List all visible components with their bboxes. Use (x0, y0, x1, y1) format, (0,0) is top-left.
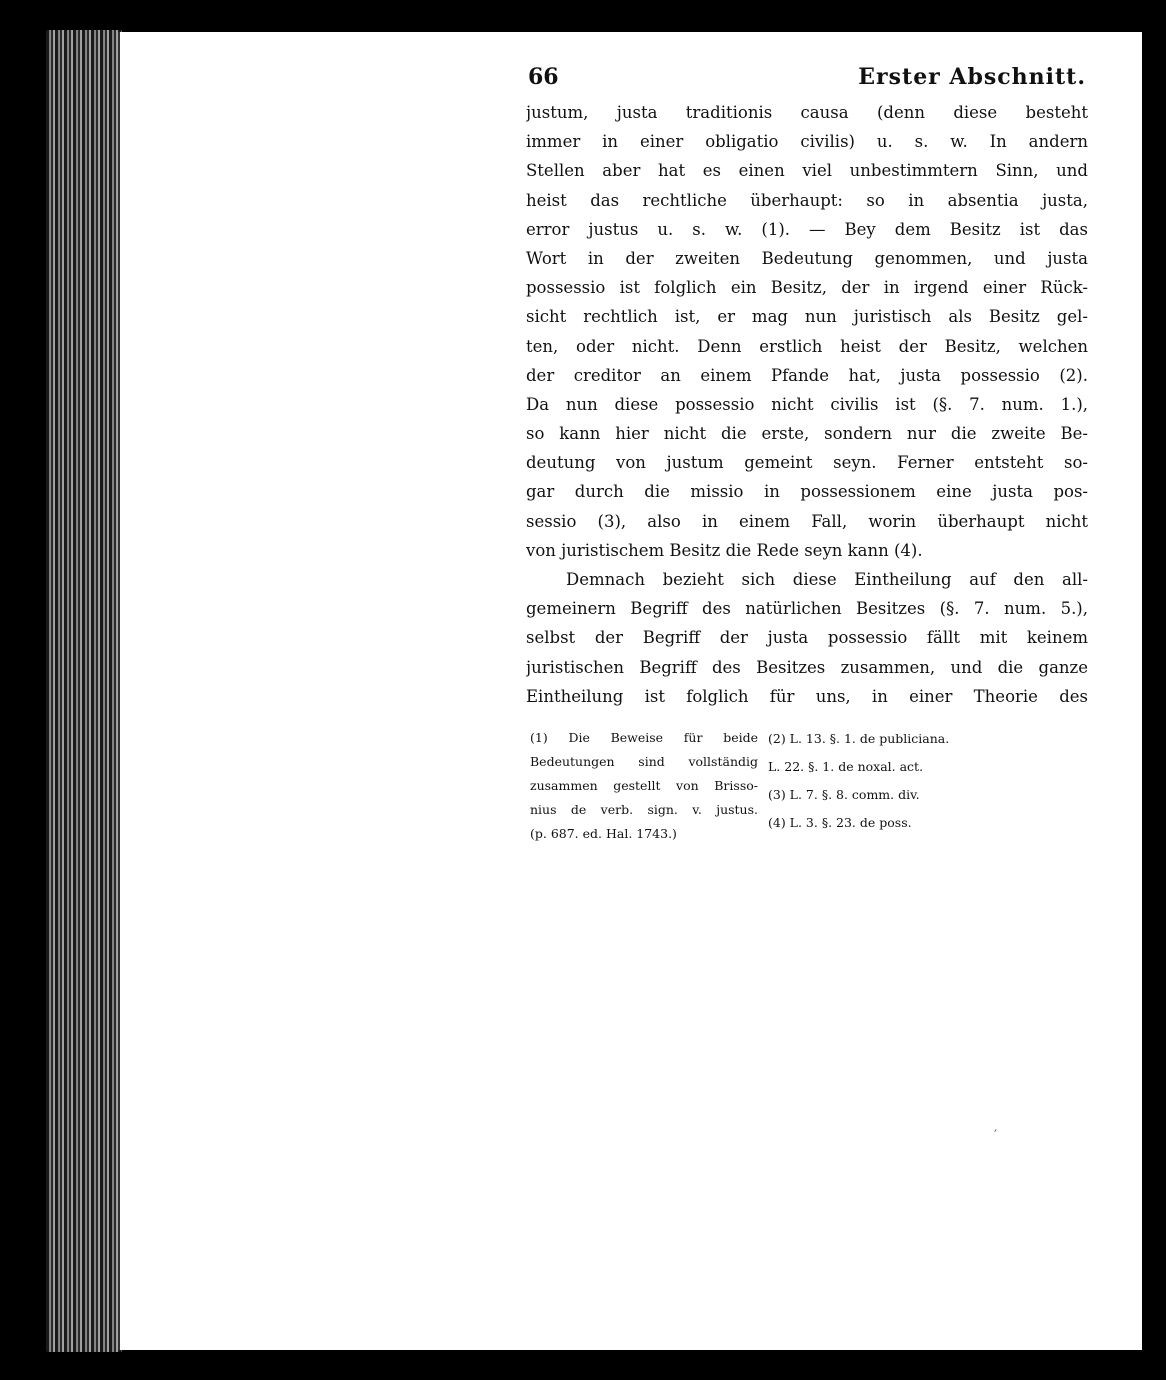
footnote-line: zusammen gestellt von Brisso- (530, 778, 758, 793)
footnote-line: (p. 687. ed. Hal. 1743.) (530, 826, 677, 841)
text-line: so kann hier nicht die erste, sondern nur die zweite Be- (526, 424, 1088, 444)
text-line: selbst der Begriff der justa possessio fällt mit keinem (526, 628, 1088, 648)
text-line: deutung von justum gemeint seyn. Ferner entsteht so- (526, 453, 1088, 473)
text-line: heist das rechtliche überhaupt: so in absentia justa, (526, 190, 1088, 210)
text-line: possessio ist folglich ein Besitz, der in irgend einer Rück- (526, 278, 1088, 298)
footnotes-left-column (530, 726, 758, 846)
footnote-line: (2) L. 13. §. 1. de publiciana. (768, 731, 950, 746)
text-line: Demnach bezieht sich diese Eintheilung auf den all- (566, 570, 1088, 589)
text-line: juristischen Begriff des Besitzes zusammen, und die ganze (526, 657, 1088, 677)
text-line: von juristischem Besitz die Rede seyn kann (4). (526, 540, 923, 560)
scan-speck: ′ (994, 1128, 998, 1144)
text-line: sessio (3), also in einem Fall, worin überhaupt nicht (526, 511, 1088, 531)
text-line: Stellen aber hat es einen viel unbestimmtern Sinn, und (526, 161, 1088, 181)
text-line: der creditor an einem Pfande hat, justa possessio (2). (526, 365, 1088, 385)
running-head: Erster Abschnitt. (858, 64, 1086, 90)
text-line: error justus u. s. w. (1). — Bey dem Besitz ist das (526, 219, 1088, 239)
footnote-line: nius de verb. sign. v. justus. (530, 802, 758, 817)
text-line: gemeinern Begriff des natürlichen Besitzes (§. 7. num. 5.), (526, 599, 1088, 619)
footnote-line: L. 22. §. 1. de noxal. act. (768, 759, 924, 774)
text-line: Da nun diese possessio nicht civilis ist (§. 7. num. 1.), (526, 394, 1088, 414)
text-line: Wort in der zweiten Bedeutung genommen, und justa (526, 248, 1088, 268)
text-line: Eintheilung ist folglich für uns, in einer Theorie des (526, 686, 1088, 706)
text-line: justum, justa traditionis causa (denn diese besteht (526, 103, 1088, 122)
footnote-line: (1) Die Beweise für beide (530, 730, 758, 745)
book-binding-edge (46, 30, 122, 1352)
text-line: ten, oder nicht. Denn erstlich heist der Besitz, welchen (526, 336, 1088, 356)
footnote-line: Bedeutungen sind vollständig (530, 754, 758, 769)
footnotes (530, 726, 1090, 886)
footnote-line: (3) L. 7. §. 8. comm. div. (768, 787, 920, 802)
footnote-line: (4) L. 3. §. 23. de poss. (768, 815, 912, 830)
text-line: sicht rechtlich ist, er mag nun juristisch als Besitz gel- (526, 307, 1088, 327)
text-line: gar durch die missio in possessionem eine justa pos- (526, 482, 1088, 502)
page-number: 66 (528, 64, 559, 90)
text-line: immer in einer obligatio civilis) u. s. w. In andern (526, 132, 1088, 152)
page-header (526, 60, 1086, 96)
body-text (526, 98, 1088, 711)
footnotes-right-column (768, 726, 1088, 838)
